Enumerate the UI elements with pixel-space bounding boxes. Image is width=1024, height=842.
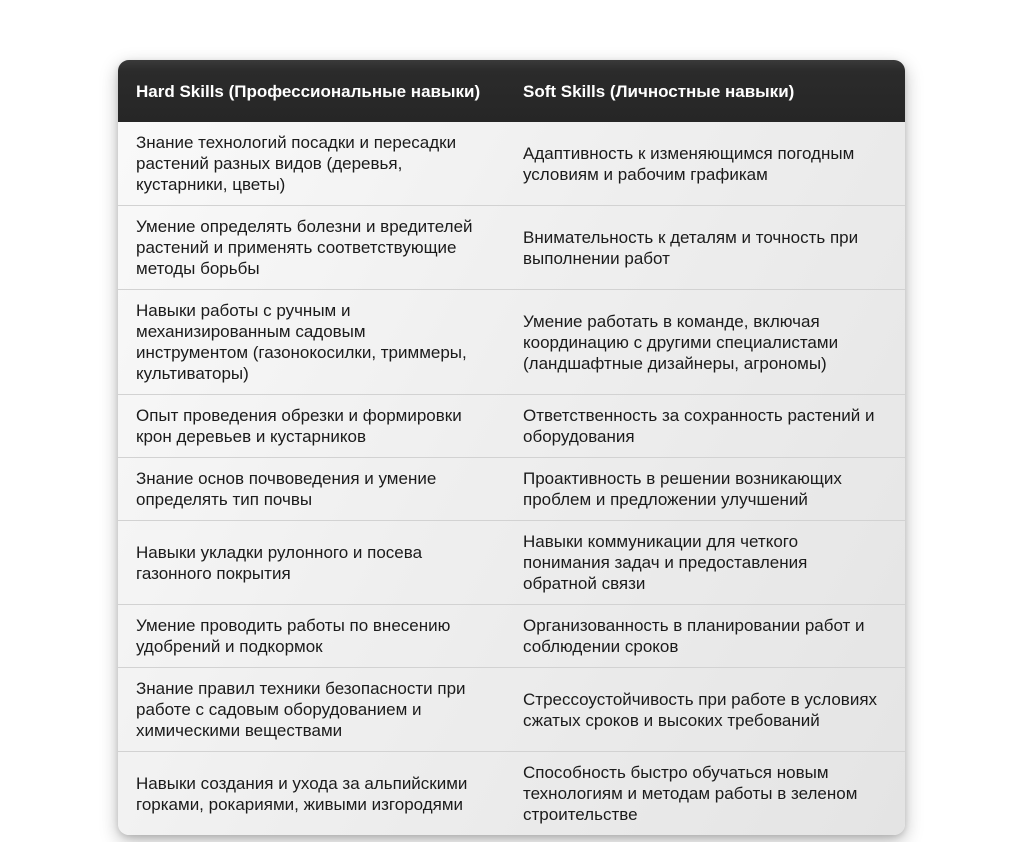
soft-skill-cell: Адаптивность к изменяющимся погодным условиям и рабочим графикам <box>523 143 855 184</box>
soft-skill-cell: Ответственность за сохранность растений и оборудования <box>505 395 905 458</box>
skills-table <box>118 60 905 835</box>
table-row <box>118 458 905 521</box>
table-header-row <box>118 60 905 122</box>
table-row <box>118 122 905 206</box>
table-row <box>118 290 905 395</box>
hard-skill-cell: Знание технологий посадки и пересадки растений разных видов (деревья, кустарники, цветы) <box>136 133 457 194</box>
hard-skill-cell: Знание основ почвоведения и умение определять тип почвы <box>118 458 505 521</box>
table-row <box>118 521 905 605</box>
soft-skills-header-label: Soft Skills (Личностные навыки) <box>523 81 795 101</box>
hard-skill-cell: Умение проводить работы по внесению удобрений и подкормок <box>118 605 505 668</box>
soft-skill-cell: Внимательность к деталям и точность при выполнении работ <box>505 206 905 290</box>
hard-skill-cell: Опыт проведения обрезки и формировки крон деревьев и кустарников <box>118 395 505 458</box>
skills-table-card <box>118 60 905 835</box>
hard-skill-cell: Знание правил техники безопасности при работе с садовым оборудованием и химическими веществами <box>118 668 505 752</box>
hard-skill-cell: Навыки работы с ручным и механизированным садовым инструментом (газонокосилки, триммеры, культиваторы) <box>118 290 505 395</box>
soft-skills-header <box>505 60 905 122</box>
soft-skill-cell: Умение работать в команде, включая координацию с другими специалистами (ландшафтные дизайнеры, агрономы) <box>505 290 905 395</box>
soft-skill-cell: Организованность в планировании работ и соблюдении сроков <box>505 605 905 668</box>
soft-skill-cell: Проактивность в решении возникающих проблем и предложении улучшений <box>505 458 905 521</box>
table-row <box>118 395 905 458</box>
hard-skill-cell: Навыки создания и ухода за альпийскими горками, рокариями, живыми изгородями <box>118 752 505 836</box>
table-body <box>118 122 905 835</box>
table-row <box>118 752 905 836</box>
table-row <box>118 206 905 290</box>
table-row <box>118 668 905 752</box>
soft-skill-cell: Навыки коммуникации для четкого понимания задач и предоставления обратной связи <box>505 521 905 605</box>
soft-skill-cell: Стрессоустойчивость при работе в условиях сжатых сроков и высоких требований <box>505 668 905 752</box>
hard-skill-cell: Навыки укладки рулонного и посева газонного покрытия <box>118 521 505 605</box>
soft-skill-cell: Способность быстро обучаться новым технологиям и методам работы в зеленом строительстве <box>505 752 905 836</box>
hard-skills-header <box>118 60 505 122</box>
hard-skill-cell: Умение определять болезни и вредителей растений и применять соответствующие методы борьбы <box>118 206 505 290</box>
hard-skills-header-label: Hard Skills (Профессиональные навыки) <box>136 81 481 101</box>
table-row <box>118 605 905 668</box>
